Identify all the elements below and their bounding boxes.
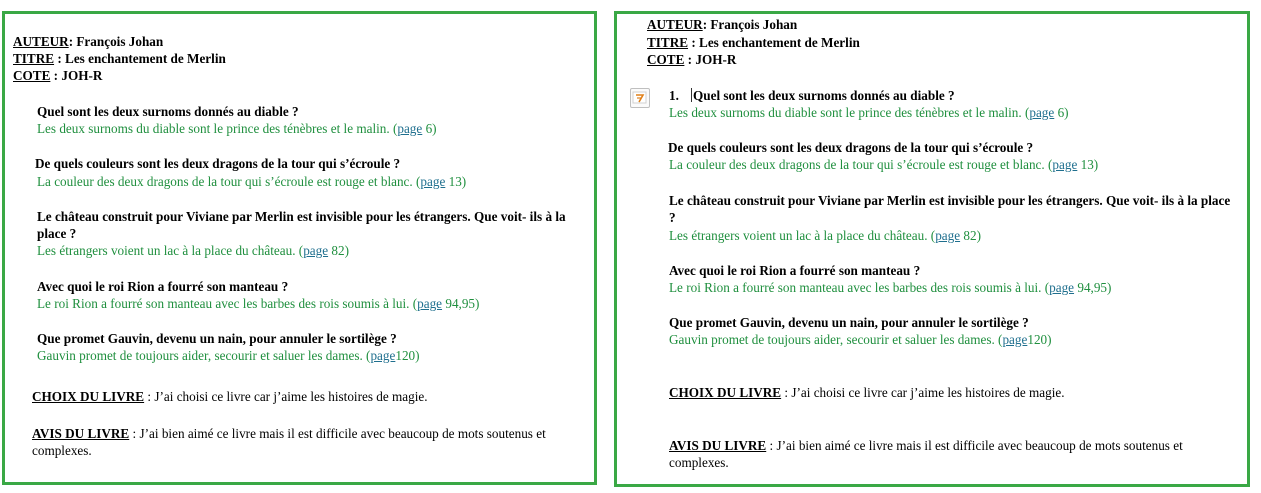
question-3: Le château construit pour Viviane par Merlin est invisible pour les étrangers. Que voit- ils à la place ? bbox=[669, 193, 1231, 225]
choix-label: CHOIX DU LIVRE bbox=[32, 389, 145, 404]
author-line-left bbox=[13, 33, 163, 50]
cote-line-right bbox=[647, 51, 736, 68]
author-label: AUTEUR bbox=[13, 34, 69, 49]
page-link[interactable]: page bbox=[1052, 157, 1078, 172]
cote-value: : JOH-R bbox=[50, 68, 103, 83]
choix-text: : J’ai choisi ce livre car j’aime les histoires de magie. bbox=[144, 389, 428, 404]
page-link[interactable]: page bbox=[420, 174, 446, 189]
page-link[interactable]: page bbox=[397, 121, 423, 136]
avis-line-left bbox=[32, 425, 592, 459]
cote-value: : JOH-R bbox=[684, 52, 737, 67]
title-value: : Les enchantement de Merlin bbox=[688, 35, 860, 50]
answer-1: Les deux surnoms du diable sont le prince des ténèbres et le malin. (page 6) bbox=[669, 105, 1069, 120]
answer-4: Le roi Rion a fourré son manteau avec les barbes des rois soumis à lui. (page 94,95) bbox=[669, 280, 1112, 295]
page-link[interactable]: page bbox=[935, 228, 961, 243]
author-value: : François Johan bbox=[702, 17, 798, 32]
cote-label: COTE bbox=[13, 68, 51, 83]
page-link[interactable]: page bbox=[1029, 105, 1055, 120]
answer-2: La couleur des deux dragons de la tour qui s’écroule est rouge et blanc. (page 13) bbox=[669, 157, 1099, 172]
page-link[interactable]: page bbox=[303, 243, 329, 258]
choix-line-left bbox=[32, 388, 428, 405]
question-2: De quels couleurs sont les deux dragons de la tour qui s’écroule ? bbox=[668, 140, 1034, 155]
comment-icon[interactable] bbox=[630, 88, 650, 108]
question-1: Quel sont les deux surnoms donnés au diable ? bbox=[693, 88, 955, 103]
document-panel-right bbox=[614, 11, 1250, 487]
page-link[interactable]: page bbox=[370, 348, 396, 363]
title-value: : Les enchantement de Merlin bbox=[54, 51, 226, 66]
avis-line-right bbox=[669, 437, 1234, 471]
cote-label: COTE bbox=[647, 52, 685, 67]
answer-1: Les deux surnoms du diable sont le prince des ténèbres et le malin. (page 6) bbox=[37, 121, 437, 136]
author-value: : François Johan bbox=[68, 34, 164, 49]
choix-line-right bbox=[669, 384, 1065, 401]
cote-line-left bbox=[13, 67, 102, 84]
choix-label: CHOIX DU LIVRE bbox=[669, 385, 782, 400]
answer-4: Le roi Rion a fourré son manteau avec les barbes des rois soumis à lui. (page 94,95) bbox=[37, 296, 480, 311]
question-1: Quel sont les deux surnoms donnés au diable ? bbox=[37, 104, 299, 119]
question-2: De quels couleurs sont les deux dragons de la tour qui s’écroule ? bbox=[35, 156, 401, 171]
avis-text: : J’ai bien aimé ce livre mais il est difficile avec beaucoup de mots soutenus et complexes. bbox=[32, 426, 546, 458]
title-line-right bbox=[647, 34, 860, 51]
question-4: Avec quoi le roi Rion a fourré son manteau ? bbox=[669, 263, 921, 278]
answer-2: La couleur des deux dragons de la tour qui s’écroule est rouge et blanc. (page 13) bbox=[37, 174, 467, 189]
choix-text: : J’ai choisi ce livre car j’aime les histoires de magie. bbox=[781, 385, 1065, 400]
question-5: Que promet Gauvin, devenu un nain, pour annuler le sortilège ? bbox=[669, 315, 1029, 330]
answer-3: Les étrangers voient un lac à la place du château. (page 82) bbox=[37, 243, 349, 258]
answer-3: Les étrangers voient un lac à la place du château. (page 82) bbox=[669, 228, 981, 243]
avis-text: : J’ai bien aimé ce livre mais il est difficile avec beaucoup de mots soutenus et complexes. bbox=[669, 438, 1183, 470]
author-line-right bbox=[647, 16, 797, 33]
list-number-1: 1. bbox=[669, 88, 679, 103]
avis-label: AVIS DU LIVRE bbox=[669, 438, 767, 453]
question-5: Que promet Gauvin, devenu un nain, pour annuler le sortilège ? bbox=[37, 331, 397, 346]
author-label: AUTEUR bbox=[647, 17, 703, 32]
title-label: TITRE bbox=[13, 51, 55, 66]
question-3: Le château construit pour Viviane par Merlin est invisible pour les étrangers. Que voit- ils à la place ? bbox=[37, 209, 566, 241]
answer-5: Gauvin promet de toujours aider, secourir et saluer les dames. (page120) bbox=[37, 348, 420, 363]
page-link[interactable]: page bbox=[417, 296, 443, 311]
title-label: TITRE bbox=[647, 35, 689, 50]
question-4: Avec quoi le roi Rion a fourré son manteau ? bbox=[37, 279, 289, 294]
avis-label: AVIS DU LIVRE bbox=[32, 426, 130, 441]
answer-5: Gauvin promet de toujours aider, secourir et saluer les dames. (page120) bbox=[669, 332, 1052, 347]
page-link[interactable]: page bbox=[1002, 332, 1028, 347]
page-link[interactable]: page bbox=[1049, 280, 1075, 295]
title-line-left bbox=[13, 50, 226, 67]
text-cursor bbox=[691, 88, 692, 102]
